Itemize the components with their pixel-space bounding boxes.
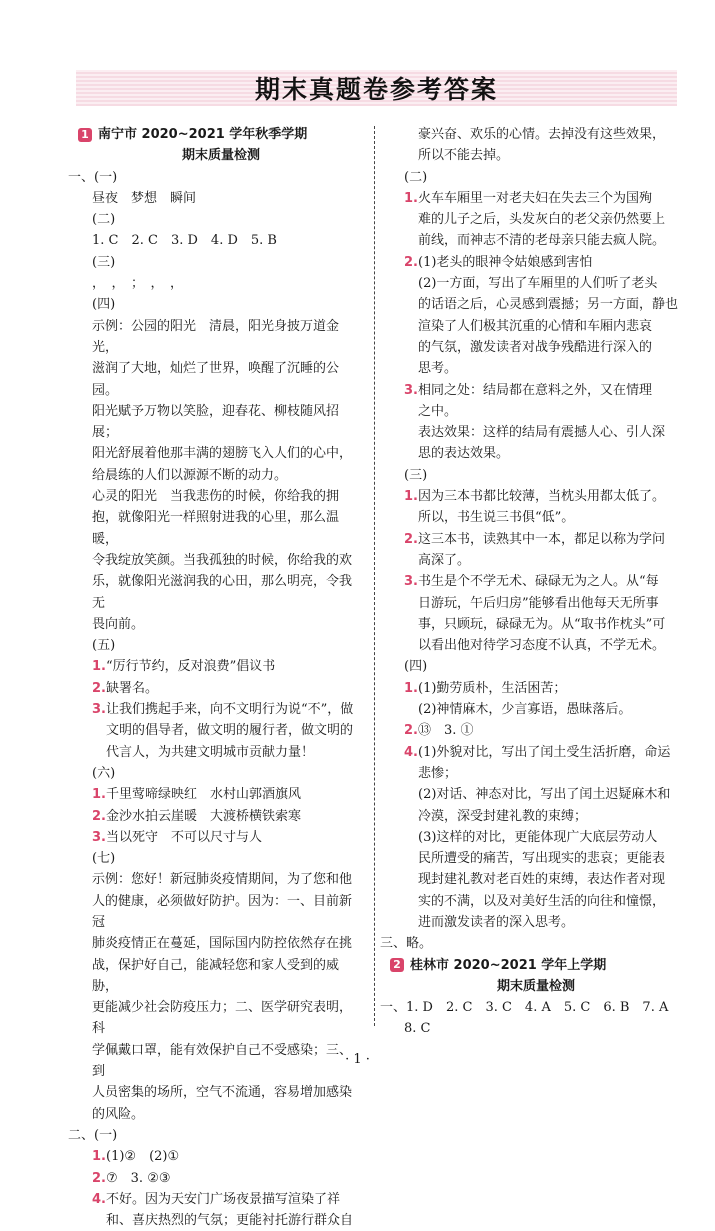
- answer-line: 阳光舒展着他那丰满的翅膀飞入人们的心中，: [92, 446, 353, 462]
- section-title: 南宁市 2020~2021 学年秋季学期: [98, 127, 308, 142]
- section-heading: [390, 955, 682, 976]
- answer-item: [78, 699, 364, 720]
- answer-item: [390, 188, 682, 209]
- item-number: 3.: [404, 382, 418, 398]
- answer-line: 滋润了大地，灿烂了世界，唤醒了沉睡的公园。: [92, 361, 340, 398]
- answer-line: (二): [92, 212, 116, 228]
- answer-line: 更能减少社会防疫压力；二、医学研究表明，科: [92, 1000, 353, 1037]
- answer-item: [390, 678, 682, 699]
- answer-line: (四): [92, 297, 116, 313]
- answer-continuation: 现封建礼教对老百姓的束缚，表达作者对现: [418, 872, 666, 888]
- answer-continuation: 的气氛，激发读者对战争残酷进行深入的: [418, 339, 653, 355]
- item-number: 3.: [92, 702, 106, 718]
- page-number: · 1 ·: [345, 1052, 370, 1067]
- answer-line: 给晨练的人们以源源不断的动力。: [92, 467, 288, 483]
- answer-continuation: 前线，而神志不清的老母亲只能去疯人院。: [418, 233, 666, 249]
- item-text: “厉行节约，反对浪费”倡议书: [106, 659, 276, 675]
- answer-continuation: (3)这样的对比，更能体现广大底层劳动人: [418, 829, 658, 845]
- answer-line: 的风险。: [92, 1106, 145, 1122]
- answer-continuation: (2)对话、神态对比，写出了闰土迟疑麻木和: [418, 787, 671, 803]
- answer-line: (三): [404, 467, 428, 483]
- answer-line: (六): [92, 765, 116, 781]
- answer-continuation: 和、喜庆热烈的气氛；更能衬托游行群众自: [106, 1213, 354, 1229]
- title-banner: [76, 70, 677, 106]
- part-heading: 三、略。: [380, 936, 433, 952]
- answer-continuation: 思的表达效果。: [418, 446, 510, 462]
- answer-item: [78, 678, 364, 699]
- item-number: 1.: [404, 680, 418, 696]
- item-number: 2.: [404, 254, 418, 270]
- item-text: 让我们携起手来，向不文明行为说“不”，做: [106, 702, 354, 718]
- answer-line: 阳光赋予万物以笑脸，迎春花、柳枝随风招展；: [92, 403, 340, 441]
- page-title: 期末真题卷参考答案: [254, 75, 498, 104]
- answer-continuation: 事，只顾玩，碌碌无为。从“取书作枕头”可: [418, 616, 666, 632]
- section-subtitle: 期末质量检测: [181, 148, 260, 164]
- item-text: 金沙水拍云崖暖 大渡桥横铁索寒: [106, 808, 302, 824]
- answer-continuation: 冷漠，深受封建礼教的束缚；: [418, 808, 588, 824]
- answer-line: 示例：公园的阳光 清晨，阳光身披万道金光，: [92, 318, 340, 355]
- item-text: (1)外貌对比，写出了闰土受生活折磨，命运: [418, 744, 671, 760]
- answer-continuation: 的话语之后，心灵感到震撼；另一方面，静也: [418, 297, 679, 313]
- answer-line: (三): [92, 254, 116, 270]
- answer-line: (七): [92, 851, 116, 867]
- right-column: [380, 124, 682, 1040]
- answer-item: [78, 1168, 364, 1189]
- answer-item: [390, 742, 682, 763]
- item-number: 2.: [404, 723, 418, 739]
- item-number: 2.: [92, 680, 106, 696]
- answer-line: 战，保护好自己，能减轻您和家人受到的威胁，: [92, 957, 340, 994]
- answer-line: 1. C 2. C 3. D 4. D 5. B: [92, 233, 277, 249]
- section-subtitle: 期末质量检测: [496, 978, 575, 994]
- answer-item: [78, 806, 364, 827]
- section-heading: [78, 124, 364, 145]
- item-text: (1)勤劳质朴，生活困苦；: [418, 680, 567, 696]
- answer-line: (五): [92, 638, 116, 654]
- answer-continuation: 以看出他对待学习态度不认真，不学无术。: [418, 638, 666, 654]
- item-number: 1.: [404, 489, 418, 505]
- answer-line: 昼夜 梦想 瞬间: [92, 190, 197, 206]
- answer-line: 心灵的阳光 当我悲伤的时候，你给我的拥: [92, 489, 340, 505]
- answer-continuation: 日游玩，午后归房”能够看出他每天无所事: [418, 595, 659, 611]
- answer-item: [390, 486, 682, 507]
- item-number: 3.: [404, 574, 418, 590]
- answer-continuation: 文明的倡导者，做文明的履行者，做文明的: [106, 723, 354, 739]
- item-number: 3.: [92, 829, 106, 845]
- answer-item: [78, 827, 364, 848]
- answer-line: 抱，就像阳光一样照射进我的心里，那么温暖，: [92, 510, 340, 547]
- column-divider: [374, 126, 375, 1026]
- answer-continuation: 难的儿子之后，头发灰白的老父亲仍然要上: [418, 212, 666, 228]
- answer-continuation: 高深了。: [418, 552, 471, 568]
- item-number: 2.: [404, 531, 418, 547]
- item-text: 相同之处：结局都在意料之外，又在情理: [418, 382, 653, 398]
- section-number-badge: 1: [78, 128, 92, 142]
- item-number: 4.: [404, 744, 418, 760]
- item-text: 不好。因为天安门广场夜景描写渲染了祥: [106, 1191, 341, 1207]
- item-text: 因为三本书都比较薄，当枕头用都太低了。: [418, 489, 666, 505]
- item-text: 这三本书，读熟其中一本，都足以称为学问: [418, 531, 666, 547]
- answer-line: 令我绽放笑颜。当我孤独的时候，你给我的欢: [92, 552, 353, 568]
- item-number: 4.: [92, 1191, 106, 1207]
- answer-continuation: 民所遭受的痛苦，写出现实的悲哀；更能表: [418, 851, 666, 867]
- answer-line: (二): [404, 169, 428, 185]
- answer-continuation: 所以，书生说三书俱“低”。: [418, 510, 575, 526]
- answer-continuation: 豪兴奋、欢乐的心情。去掉没有这些效果，: [418, 127, 666, 142]
- answer-continuation: 进而激发读者的深入思考。: [418, 914, 575, 930]
- answer-item: [390, 252, 682, 273]
- item-number: 1.: [92, 1149, 106, 1165]
- answer-continuation: 表达效果：这样的结局有震撼人心、引人深: [418, 425, 666, 441]
- answer-continuation: 所以不能去掉。: [418, 148, 510, 164]
- answer-continuation: (2)神情麻木，少言寡语，愚昧落后。: [418, 702, 632, 718]
- answer-continuation: 渲染了人们极其沉重的心情和车厢内悲哀: [418, 318, 653, 334]
- item-number: 2.: [92, 1170, 106, 1186]
- item-text: 火车车厢里一对老夫妇在失去三个为国殉: [418, 190, 653, 206]
- answer-item: [78, 1189, 364, 1210]
- answer-continuation: 思考。: [418, 361, 458, 377]
- item-text: 千里莺啼绿映红 水村山郭酒旗风: [106, 787, 302, 803]
- part-heading: 一、(一): [68, 169, 118, 185]
- answer-item: [78, 656, 364, 677]
- answer-line: 肺炎疫情正在蔓延，国际国内防控依然存在挑: [92, 936, 353, 952]
- answer-line: ， ， ； ， ，: [92, 276, 184, 292]
- answer-line: 乐，就像阳光滋润我的心田，那么明亮，令我无: [92, 574, 353, 611]
- answer-item: [78, 1146, 364, 1167]
- answer-line: 畏向前。: [92, 616, 145, 632]
- answer-line: 学佩戴口罩，能有效保护自己不受感染；三、到: [92, 1042, 353, 1080]
- part-heading: 二、(一): [68, 1127, 118, 1143]
- item-number: 2.: [92, 808, 106, 824]
- item-text: 缺署名。: [106, 680, 159, 696]
- item-number: 1.: [92, 659, 106, 675]
- answer-item: [390, 529, 682, 550]
- item-number: 1.: [92, 787, 106, 803]
- item-number: 1.: [404, 190, 418, 206]
- answer-line: 8. C: [404, 1021, 431, 1037]
- item-text: (1)老头的眼神令姑娘感到害怕: [418, 254, 593, 270]
- answer-line: (四): [404, 659, 428, 675]
- answer-item: [390, 720, 682, 741]
- answer-item: [390, 571, 682, 592]
- answer-line: 示例：您好！新冠肺炎疫情期间，为了您和他: [92, 872, 353, 888]
- item-text: ⑦ 3. ②③: [106, 1170, 171, 1186]
- answer-continuation: (2)一方面，写出了车厢里的人们听了老头: [418, 276, 658, 292]
- answer-continuation: 之中。: [418, 403, 458, 419]
- answer-item: [78, 784, 364, 805]
- section-title: 桂林市 2020~2021 学年上学期: [410, 957, 607, 973]
- item-text: 书生是个不学无术、碌碌无为之人。从“每: [418, 574, 659, 590]
- answer-continuation: 代言人，为共建文明城市贡献力量！: [106, 744, 315, 760]
- answer-line: 人的健康，必须做好防护。因为：一、目前新冠: [92, 893, 353, 930]
- answer-line: 人员密集的场所，空气不流通，容易增加感染: [92, 1085, 353, 1101]
- item-text: (1)② (2)①: [106, 1149, 180, 1165]
- item-text: 当以死守 不可以尺寸与人: [106, 829, 263, 845]
- section-number-badge: 2: [390, 958, 404, 972]
- answer-item: [390, 380, 682, 401]
- item-text: ⑬ 3. ①: [418, 723, 474, 739]
- part-heading: 一、1. D 2. C 3. C 4. A 5. C 6. B 7. A: [380, 1000, 669, 1016]
- answer-continuation: 实的不满，以及对美好生活的向往和憧憬，: [418, 893, 666, 909]
- answer-continuation: 悲惨；: [418, 765, 458, 781]
